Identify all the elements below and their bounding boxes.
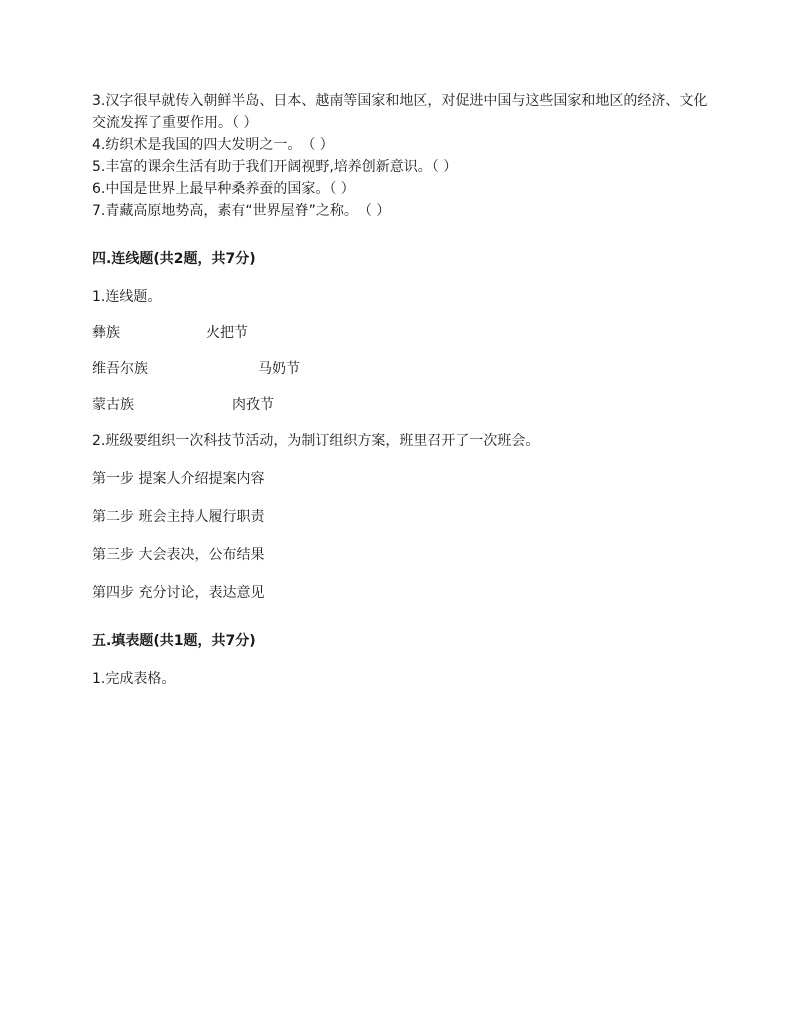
- tf-item-5: 5.丰富的课余生活有助于我们开阔视野,培养创新意识。（ ）: [92, 159, 458, 175]
- step-item: 第二步 班会主持人履行职责: [92, 509, 265, 525]
- tf-item-3: 3.汉字很早就传入朝鲜半岛、日本、越南等国家和地区，对促进中国与这些国家和地区的经济、文化交流发挥了重要作用。（ ）: [92, 93, 708, 131]
- section-4-question-2: 2.班级要组织一次科技节活动，为制订组织方案，班里召开了一次班会。: [92, 433, 540, 449]
- section-4-heading: 四.连线题(共2题，共7分): [92, 251, 256, 267]
- document-page: [92, 90, 712, 690]
- section-4-question-1: 1.连线题。: [92, 289, 162, 305]
- tf-item-7: 7.青藏高原地势高，素有“世界屋脊”之称。 （ ）: [92, 203, 391, 219]
- match-pair: [92, 322, 712, 344]
- section-5-heading: 五.填表题(共1题，共7分): [92, 633, 256, 649]
- tf-item-6: 6.中国是世界上最早种桑养蚕的国家。（ ）: [92, 181, 355, 197]
- step-item: 第一步 提案人介绍提案内容: [92, 471, 265, 487]
- match-right: 马奶节: [258, 361, 300, 377]
- match-left: 蒙古族: [92, 397, 134, 413]
- match-right: 火把节: [206, 325, 248, 341]
- step-item: 第三步 大会表决，公布结果: [92, 547, 265, 563]
- match-right: 肉孜节: [232, 397, 274, 413]
- tf-item-4: 4.纺织术是我国的四大发明之一。 （ ）: [92, 137, 334, 153]
- step-item: 第四步 充分讨论，表达意见: [92, 585, 265, 601]
- section-5-question-1: 1.完成表格。: [92, 671, 176, 687]
- match-left: 维吾尔族: [92, 361, 148, 377]
- match-pair: [92, 394, 712, 416]
- match-pair: [92, 358, 712, 380]
- match-left: 彝族: [92, 325, 120, 341]
